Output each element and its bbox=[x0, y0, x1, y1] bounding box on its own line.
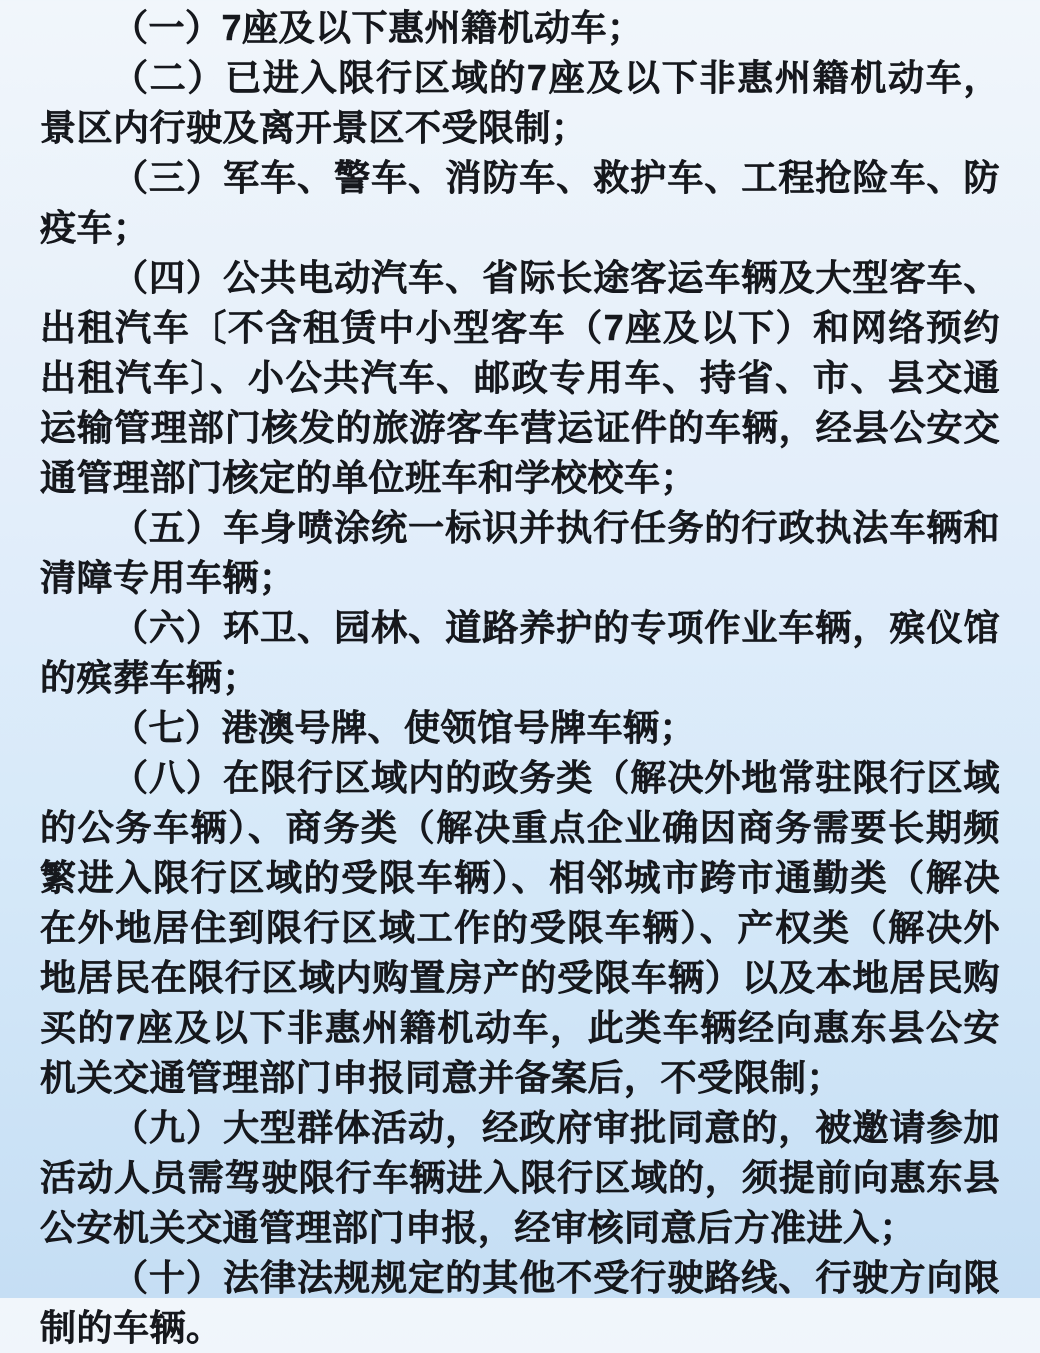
exemption-item-2: （二）已进入限行区域的7座及以下非惠州籍机动车，景区内行驶及离开景区不受限制； bbox=[40, 57, 1000, 148]
exemption-item-8: （八）在限行区域内的政务类（解决外地常驻限行区域的公务车辆）、商务类（解决重点企业确因商务需要长期频繁进入限行区域的受限车辆）、相邻城市跨市通勤类（解决在外地居住到限行区域工作的受限车辆）、产权类（解决外地居民在限行区域内购置房产的受限车辆）以及本地居民购买的7座及以下非惠州籍机动车，此类车辆经向惠东县公安机关交通管理部门申报同意并备案后，不受限制； bbox=[40, 757, 1000, 1098]
exemption-item-5: （五）车身喷涂统一标识并执行任务的行政执法车辆和清障专用车辆； bbox=[40, 507, 1000, 598]
exemption-item-10: （十）法律法规规定的其他不受行驶路线、行驶方向限制的车辆。 bbox=[40, 1257, 1000, 1348]
exemption-item-4: （四）公共电动汽车、省际长途客运车辆及大型客车、出租汽车〔不含租赁中小型客车（7座及以下）和网络预约出租汽车〕、小公共汽车、邮政专用车、持省、市、县交通运输管理部门核发的旅游客车营运证件的车辆，经县公安交通管理部门核定的单位班车和学校校车； bbox=[40, 257, 1000, 498]
exemption-item-6: （六）环卫、园林、道路养护的专项作业车辆，殡仪馆的殡葬车辆； bbox=[40, 607, 1000, 698]
exemption-item-7: （七）港澳号牌、使领馆号牌车辆； bbox=[112, 707, 697, 748]
exemption-item-9: （九）大型群体活动，经政府审批同意的，被邀请参加活动人员需驾驶限行车辆进入限行区域的，须提前向惠东县公安机关交通管理部门申报，经审核同意后方准进入； bbox=[40, 1107, 1000, 1248]
exemption-item-1: （一）7座及以下惠州籍机动车； bbox=[112, 7, 644, 48]
exemption-item-3: （三）军车、警车、消防车、救护车、工程抢险车、防疫车； bbox=[40, 157, 1000, 248]
